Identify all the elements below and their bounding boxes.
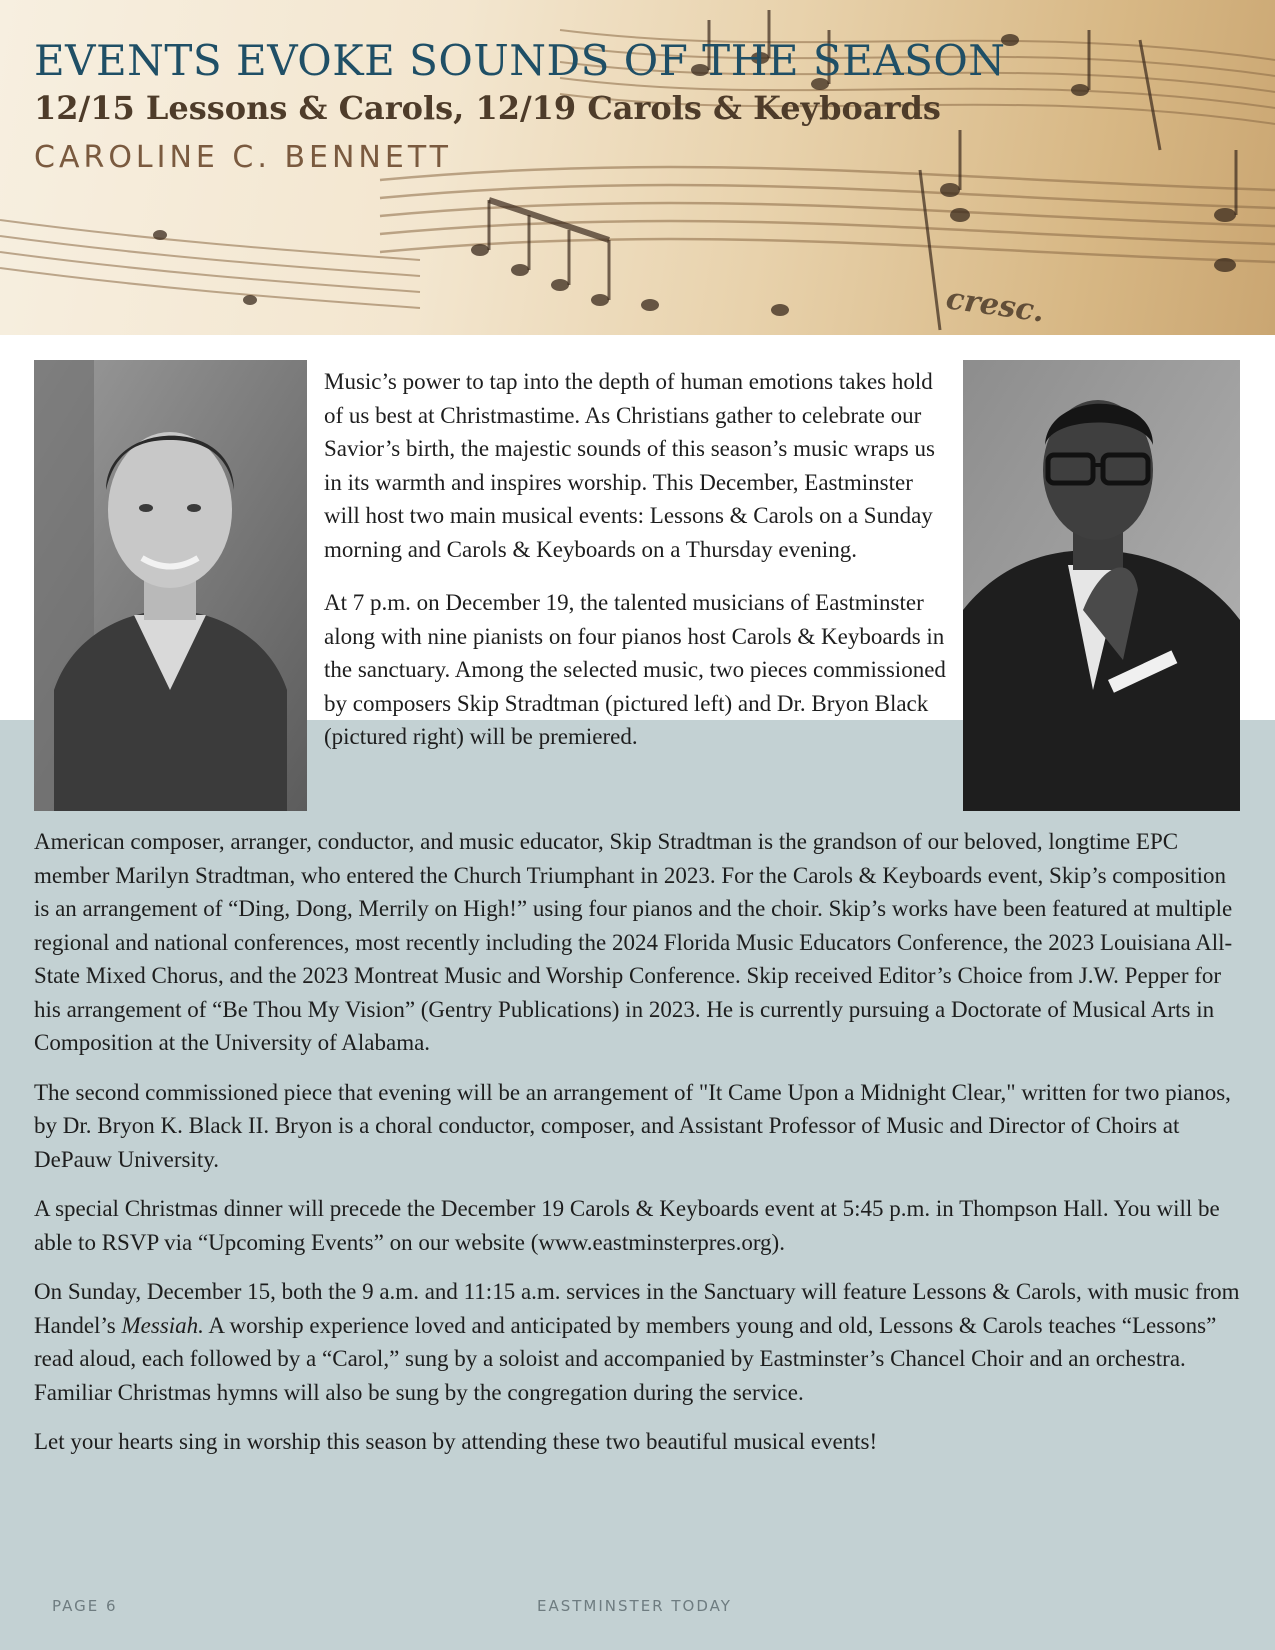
messiah-title: Messiah. [121, 1312, 204, 1338]
header-banner [0, 0, 1275, 335]
photo-bryon-black [963, 360, 1240, 811]
article-body [34, 825, 1244, 1475]
portrait-right-image [963, 360, 1240, 811]
body-paragraph-skip: American composer, arranger, conductor, and music educator, Skip Stradtman is the grandson of our beloved, longtime EPC member Marilyn Stradtman, who entered the Church Triumphant in 2023. For the Carols & Keyboards event, Skip’s composition is an arrangement of “Ding, Dong, Merrily on High!” using four pianos and the choir. Skip’s works have been featured at multiple regional and national conferences, most recently including the 2024 Florida Music Educators Conference, the 2023 Louisiana All-State Mixed Chorus, and the 2023 Montreat Music and Worship Conference. Skip received Editor’s Choice from J.W. Pepper for his arrangement of “Be Thou My Vision” (Gentry Publications) in 2023. He is currently pursuing a Doctorate of Musical Arts in Composition at the University of Alabama. [34, 829, 1233, 1055]
page-title: EVENTS EVOKE SOUNDS OF THE SEASON [34, 36, 1006, 85]
intro-paragraph-2: At 7 p.m. on December 19, the talented musicians of Eastminster along with nine pianists on four pianos host Carols & Keyboards in the sanctuary. Among the selected music, two pieces commissioned by composers Skip Stradtman (pictured left) and Dr. Bryon Black (pictured right) will be premiered. [324, 590, 946, 749]
footer-page-number: PAGE 6 [52, 1597, 118, 1615]
footer-publication-name: EASTMINSTER TODAY [537, 1597, 732, 1615]
page-subtitle: 12/15 Lessons & Carols, 12/19 Carols & Keyboards [34, 89, 941, 127]
body-paragraph-lessons-carols [34, 1275, 1244, 1409]
intro-paragraph-1: Music’s power to tap into the depth of human emotions takes hold of us best at Christmastime. As Christians gather to celebrate our Savior’s birth, the majestic sounds of this season’s music wraps us in its warmth and inspires worship. This December, Eastminster will host two main musical events: Lessons & Carols on a Sunday morning and Carols & Keyboards on a Thursday evening. [324, 369, 935, 562]
body-paragraph-bryon: The second commissioned piece that evening will be an arrangement of "It Came Upon a Midnight Clear," written for two pianos, by Dr. Bryon K. Black II. Bryon is a choral conductor, composer, and Assistant Professor of Music and Director of Choirs at DePauw University. [34, 1079, 1231, 1172]
closing-paragraph: Let your hearts sing in worship this season by attending these two beautiful musical events! [34, 1429, 878, 1454]
messiah-text-after: A worship experience loved and anticipated by members young and old, Lessons & Carols teaches “Lessons” read aloud, each followed by a “Carol,” sung by a soloist and accompanied by Eastminster’s Chancel Choir and an orchestra. Familiar Christmas hymns will also be sung by the congregation during the service. [34, 1312, 1217, 1405]
intro-text-column [324, 365, 954, 774]
cresc-marking: cresc. [943, 281, 1047, 330]
portrait-left-image [34, 360, 307, 811]
body-paragraph-dinner: A special Christmas dinner will precede the December 19 Carols & Keyboards event at 5:45 p.m. in Thompson Hall. You will be able to RSVP via “Upcoming Events” on our website (www.eastminsterpres.org). [34, 1196, 1220, 1255]
author-byline: CAROLINE C. BENNETT [34, 140, 452, 175]
photo-skip-stradtman [34, 360, 307, 811]
messiah-text-before: On Sunday, December 15, both the 9 a.m. and 11:15 a.m. services in the Sanctuary will feature Lessons & Carols, with music from Handel’s [34, 1279, 1240, 1338]
